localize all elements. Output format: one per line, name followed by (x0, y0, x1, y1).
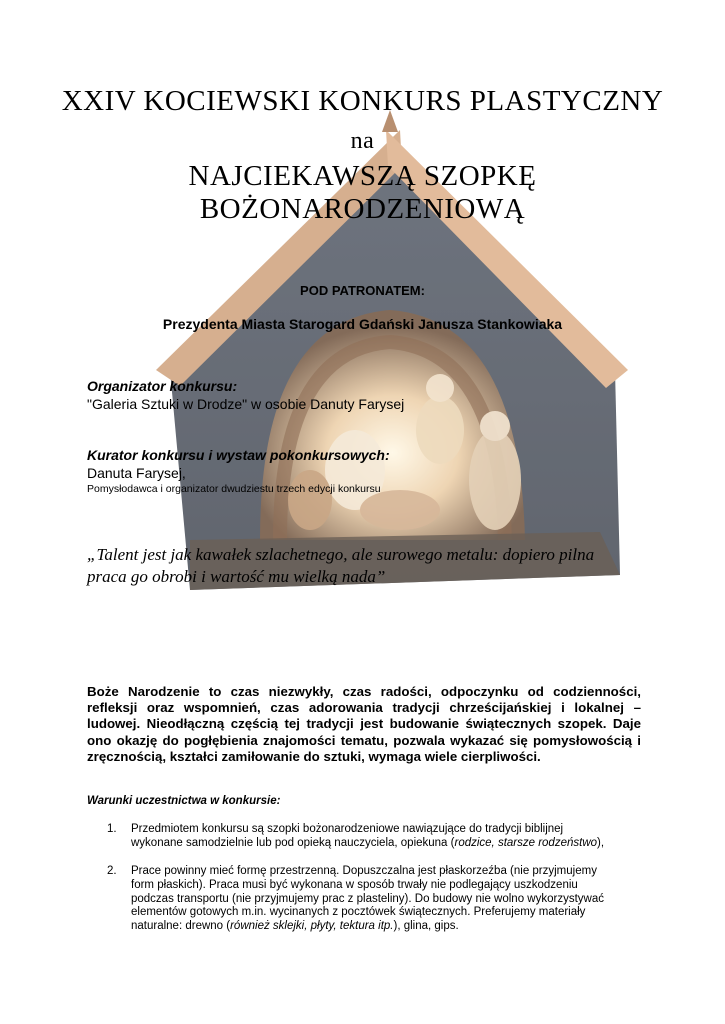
list-item-line: form płaskich). Praca musi być wykonana w sposób trwały nie podlegający uszkodzeniu (131, 878, 578, 891)
title-line-4: BOŻONARODZENIOWĄ (199, 193, 526, 225)
patronage-label: POD PATRONATEM: (300, 283, 425, 298)
list-item-text (131, 823, 645, 851)
text-span: ), (597, 836, 605, 849)
title-line-2: na (350, 128, 375, 154)
intro-paragraph: Boże Narodzenie to czas niezwykły, czas radości, odpoczynku od codzienności, refleksji oraz wspomnień, czas adorowania tradycji chrześcijańskiej i lokalnej – ludowej. Nieodłączną częścią tej tradycji jest budowanie świątecznych szopek. Daje ono okazję do pogłębienia znajomości tematu, pozwala wykazać się pomysłowością i zręcznością, kształci zamiłowanie do sztuki, wymaga wiele cierpliwości. (87, 684, 641, 764)
curator-label: Kurator konkursu i wystaw pokonkursowych: (87, 447, 390, 463)
emphasis-text: rodzice, starsze rodzeństwo (454, 836, 598, 849)
list-item-line: podczas transportu (nie przyjmujemy prac z plasteliny). Do budowy nie wolno wykorzystywać (131, 892, 604, 905)
list-item-line: Przedmiotem konkursu są szopki bożonarodzeniowe nawiązujące do tradycji biblijnej (131, 823, 564, 835)
quote-line-2: praca go obrobi i wartość mu wielką nada” (87, 567, 386, 586)
list-item-line: Prace powinny mieć formę przestrzenną. Dopuszczalna jest płaskorzeźba (nie przyjmujemy (131, 865, 597, 877)
list-item-line: elementów gotowych m.in. wycinanych z pocztówek świątecznych. Preferujemy materiały (131, 906, 586, 919)
curator-role: Pomysłodawca i organizator dwudziestu trzech edycji konkursu (87, 483, 381, 495)
text-span: wykonane samodzielnie lub pod opieką nauczyciela, opiekuna ( (131, 836, 455, 849)
list-item-number: 1. (107, 823, 117, 835)
quote (87, 544, 647, 588)
list-item-line (131, 837, 645, 851)
text-span: naturalne: drewno ( (131, 920, 231, 933)
organizer-text: "Galeria Sztuki w Drodze" w osobie Danuty Farysej (87, 396, 405, 412)
title-line-3: NAJCIEKAWSZĄ SZOPKĘ (188, 160, 537, 192)
list-item-line (131, 920, 645, 934)
text-span: ), glina, gips. (393, 920, 459, 933)
list-item-number: 2. (107, 865, 117, 877)
list-item-text (131, 865, 645, 934)
emphasis-text: również sklejki, płyty, tektura itp. (230, 920, 394, 933)
patronage-name: Prezydenta Miasta Starogard Gdański Janusza Stankowiaka (162, 316, 563, 332)
title-line-1: XXIV KOCIEWSKI KONKURS PLASTYCZNY (61, 85, 664, 117)
quote-line-1: „Talent jest jak kawałek szlachetnego, ale surowego metalu: dopiero pilna (87, 545, 595, 564)
curator-name: Danuta Farysej, (87, 465, 186, 481)
organizer-label: Organizator konkursu: (87, 378, 238, 394)
conditions-heading: Warunki uczestnictwa w konkursie: (87, 795, 281, 807)
